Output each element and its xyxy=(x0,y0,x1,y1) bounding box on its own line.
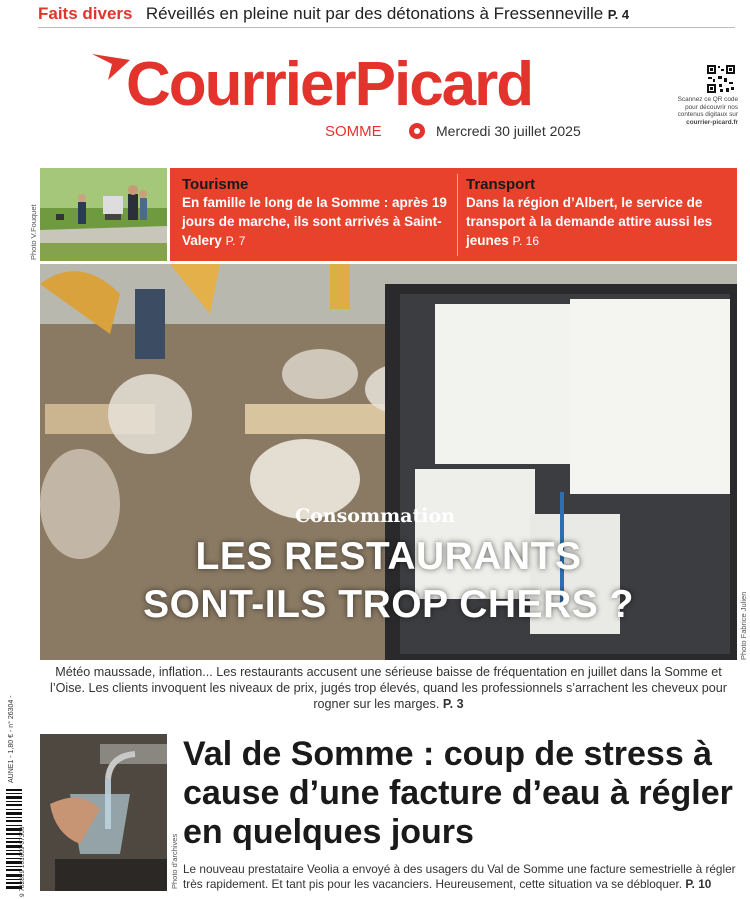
main-photo-credit: Photo Fabrice Julien xyxy=(739,591,748,660)
water-glass-image xyxy=(40,734,167,891)
main-headline-line2: SONT-ILS TROP CHERS ? xyxy=(143,583,634,626)
top-headline: Réveillés en pleine nuit par des détonations à Fressenneville xyxy=(145,4,604,23)
teaser-headline: Dans la région d’Albert, le service de transport à la demande attire aussi les jeunes xyxy=(466,195,713,248)
qr-caption xyxy=(676,96,738,126)
second-lead xyxy=(183,862,738,892)
top-rubric: Faits divers xyxy=(38,4,133,23)
top-teaser[interactable] xyxy=(38,4,738,28)
thumb1-credit: Photo V.Fouquet xyxy=(29,204,38,260)
teaser-label: Tourisme xyxy=(182,176,249,193)
teaser-label: Transport xyxy=(466,176,536,193)
edition: SOMME xyxy=(325,123,382,140)
teaser-divider xyxy=(457,174,458,256)
second-lead-text: Le nouveau prestataire Veolia a envoyé à des usagers du Val de Somme une facture semestrielle à régler très rapidement. Et tant pis pour les vacanciers. Heureusement, cette situation va se débloquer. xyxy=(183,862,736,891)
main-kicker: Consommation xyxy=(295,505,455,527)
teaser-page-ref: P. 7 xyxy=(225,234,246,248)
teaser-text xyxy=(466,193,736,251)
qr-caption-text: Scannez ce QR code pour découvrir nos contenus digitaux sur xyxy=(677,96,738,118)
divider xyxy=(38,27,735,28)
qr-site[interactable]: courrier-picard.fr xyxy=(686,118,738,126)
main-lead xyxy=(40,664,737,712)
logo xyxy=(92,50,692,120)
issue-info: AUNE1 - 1,80 € - n° 26304 - xyxy=(8,695,15,783)
teaser-page-ref: P. 16 xyxy=(512,234,540,248)
barcode-icon xyxy=(4,787,30,892)
teaser-headline: En famille le long de la Somme : après 19 jours de marche, ils sont arrivés à Saint-Valery xyxy=(182,195,447,248)
main-page-ref: P. 3 xyxy=(442,697,464,711)
second-headline[interactable]: Val de Somme : coup de stress à cause d’une facture d’eau à régler en quelques jours xyxy=(183,735,733,851)
barcode-number: 9 782819 101609 07300 xyxy=(19,826,26,897)
qr-code-icon[interactable] xyxy=(706,64,736,94)
tourism-photo xyxy=(40,168,167,261)
main-lead-text: Météo maussade, inflation... Les restaurants accusent une sérieuse baisse de fréquentation en juillet dans la Somme et l’Oise. Les clients invoquent les niveaux de prix, jugés trop élevés, quand les professionnels s’arrachent les cheveux pour rogner sur les marges. xyxy=(50,665,727,711)
main-headline[interactable] xyxy=(40,533,737,629)
teaser-text xyxy=(182,193,452,251)
issue-date: Mercredi 30 juillet 2025 xyxy=(436,123,581,139)
main-headline-line1: LES RESTAURANTS xyxy=(195,535,582,578)
logo-swoosh-icon xyxy=(92,54,130,80)
logo-text: CourrierPicard xyxy=(126,50,533,119)
region-pin-icon xyxy=(408,122,426,140)
thumb2-credit: Photo d'archives xyxy=(170,833,179,889)
teaser-tourisme[interactable] xyxy=(182,176,452,251)
teaser-transport[interactable] xyxy=(466,176,736,251)
second-page-ref: P. 10 xyxy=(685,877,712,891)
hikers-image xyxy=(40,168,167,261)
water-photo xyxy=(40,734,167,891)
top-page-ref: P. 4 xyxy=(607,7,630,22)
